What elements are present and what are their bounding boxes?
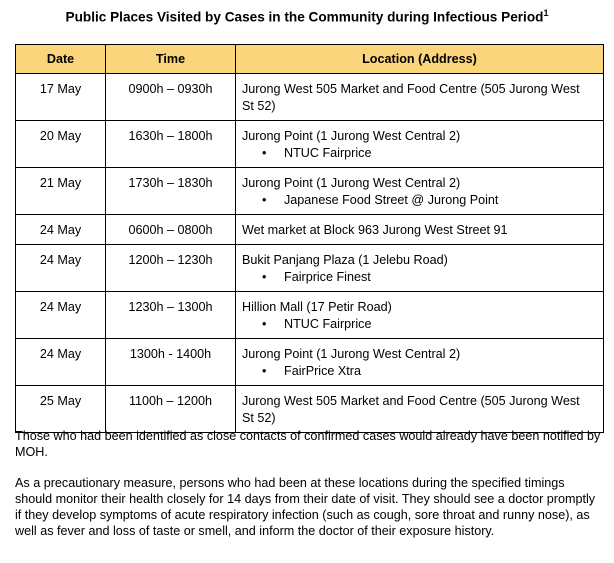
location-sub-item xyxy=(242,363,595,380)
cell-location xyxy=(236,121,604,168)
table-row xyxy=(16,245,604,292)
location-sub-item xyxy=(242,269,595,286)
sub-item-label: FairPrice Xtra xyxy=(284,364,361,378)
bullet-icon: • xyxy=(262,317,267,331)
location-address: Jurong West 505 Market and Food Centre (505 Jurong West St 52) xyxy=(242,394,580,425)
cell-time: 1100h – 1200h xyxy=(106,386,236,433)
bullet-icon: • xyxy=(262,270,267,284)
title-text: Public Places Visited by Cases in the Community during Infectious Period xyxy=(65,9,544,25)
bullet-icon: • xyxy=(262,193,267,207)
cell-date: 24 May xyxy=(16,339,106,386)
location-address: Bukit Panjang Plaza (1 Jelebu Road) xyxy=(242,253,448,267)
location-sub-item xyxy=(242,192,595,209)
places-table xyxy=(15,44,604,433)
location-address: Jurong Point (1 Jurong West Central 2) xyxy=(242,347,461,361)
cell-time: 1200h – 1230h xyxy=(106,245,236,292)
header-date: Date xyxy=(16,45,106,74)
table-row xyxy=(16,292,604,339)
sub-item-label: NTUC Fairprice xyxy=(284,317,372,331)
table-row xyxy=(16,74,604,121)
cell-date: 24 May xyxy=(16,292,106,339)
close-contacts-paragraph: Those who had been identified as close contacts of confirmed cases would already have been notified by MOH. xyxy=(15,429,601,459)
location-address: Jurong West 505 Market and Food Centre (505 Jurong West St 52) xyxy=(242,82,580,113)
header-time: Time xyxy=(106,45,236,74)
cell-location xyxy=(236,215,604,245)
cell-location xyxy=(236,74,604,121)
cell-location xyxy=(236,386,604,433)
location-sub-item xyxy=(242,145,595,162)
table-row xyxy=(16,339,604,386)
table-row xyxy=(16,386,604,433)
header-location: Location (Address) xyxy=(236,45,604,74)
table-row xyxy=(16,168,604,215)
cell-location xyxy=(236,245,604,292)
table-row xyxy=(16,215,604,245)
table-header-row xyxy=(16,45,604,74)
precaution-paragraph: As a precautionary measure, persons who had been at these locations during the specified timings should monitor their health closely for 14 days from their date of visit. They should see a doctor promptly if they develop symptoms of acute respiratory infection (such as cough, sore throat and runny nose), as well as fever and loss of taste or smell, and inform the doctor of their exposure history. xyxy=(15,476,596,538)
cell-date: 20 May xyxy=(16,121,106,168)
cell-date: 24 May xyxy=(16,245,106,292)
bullet-icon: • xyxy=(262,146,267,160)
cell-location xyxy=(236,168,604,215)
cell-time: 0600h – 0800h xyxy=(106,215,236,245)
cell-time: 1630h – 1800h xyxy=(106,121,236,168)
location-address: Wet market at Block 963 Jurong West Street 91 xyxy=(242,223,508,237)
cell-time: 1300h - 1400h xyxy=(106,339,236,386)
title-footnote-marker: 1 xyxy=(543,8,549,18)
table-row xyxy=(16,121,604,168)
sub-item-label: NTUC Fairprice xyxy=(284,146,372,160)
cell-time: 1730h – 1830h xyxy=(106,168,236,215)
cell-time: 0900h – 0930h xyxy=(106,74,236,121)
sub-item-label: Fairprice Finest xyxy=(284,270,371,284)
bullet-icon: • xyxy=(262,364,267,378)
page-title xyxy=(0,8,614,25)
cell-time: 1230h – 1300h xyxy=(106,292,236,339)
location-address: Jurong Point (1 Jurong West Central 2) xyxy=(242,129,461,143)
cell-date: 24 May xyxy=(16,215,106,245)
sub-item-label: Japanese Food Street @ Jurong Point xyxy=(284,193,499,207)
cell-location xyxy=(236,339,604,386)
location-address: Jurong Point (1 Jurong West Central 2) xyxy=(242,176,461,190)
cell-date: 21 May xyxy=(16,168,106,215)
cell-date: 17 May xyxy=(16,74,106,121)
cell-date: 25 May xyxy=(16,386,106,433)
cell-location xyxy=(236,292,604,339)
location-address: Hillion Mall (17 Petir Road) xyxy=(242,300,392,314)
table-body xyxy=(16,74,604,433)
location-sub-item xyxy=(242,316,595,333)
